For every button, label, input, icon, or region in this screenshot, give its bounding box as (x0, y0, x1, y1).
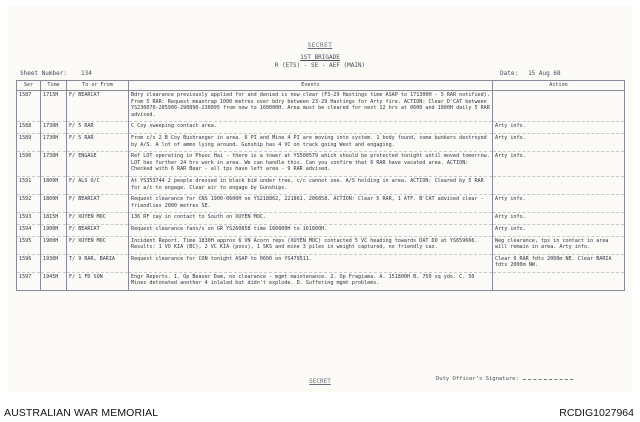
cell-time: 1715H (41, 91, 67, 122)
cell-events: 136 RF cay in contact to South on XUYEN MOC. (129, 213, 493, 225)
classification-footer: SECRET (309, 378, 331, 385)
cell-serial: 1595 (17, 236, 41, 254)
cell-events: Engr Reports. 1. Op Beaver Dam, no clearance - mgmt maintenance. 2. Op Fragiama. A. 151800H B. 750 sq yds. C. 50 Mines detonated another 4 inlaled but didn't explode. D. Suffering mgmt problems. (129, 272, 493, 290)
cell-time: 1730H (41, 133, 67, 151)
cell-to-from: F/ 5 RAR (67, 122, 129, 134)
cell-to-from: F/ XUYEN MOC (67, 213, 129, 225)
signature-field (436, 376, 573, 382)
table-row (17, 91, 625, 122)
cell-action: Clear 9 RAR fdts 2000m NE. Clear BARIA fdts 2000m NW. (493, 254, 625, 272)
cell-action (493, 176, 625, 194)
cell-serial: 1593 (17, 213, 41, 225)
cell-action (493, 91, 625, 122)
cell-to-from: F/ BEARCAT (67, 195, 129, 213)
cell-to-from: F/ 1 FD SQN (67, 272, 129, 290)
header-action: Action (493, 81, 625, 91)
sheet-number-value: 134 (80, 70, 92, 77)
table-row (17, 254, 625, 272)
cell-time: 1900H (41, 224, 67, 236)
cell-time: 1800H (41, 176, 67, 194)
cell-events: C Coy sweeping contact area. (129, 122, 493, 134)
sheet-number-label: Sheet Number: (20, 70, 67, 77)
table-header-row (17, 81, 625, 91)
unit-subtitle: R (ETS) - SE - AEF (MAIN) (274, 62, 366, 69)
cell-to-from: F/ XUYEN MOC (67, 236, 129, 254)
table-row (17, 213, 625, 225)
signature-label: Duty Officer's Signature: (436, 376, 519, 382)
header-to-from: To or From (67, 81, 129, 91)
cell-action: Arty info. (493, 213, 625, 225)
cell-serial: 1589 (17, 133, 41, 151)
table-row (17, 122, 625, 134)
sheet-number (20, 70, 92, 77)
archive-credit: AUSTRALIAN WAR MEMORIAL (4, 407, 159, 419)
cell-time: 1945H (41, 272, 67, 290)
table-row (17, 224, 625, 236)
date-label: Date: (500, 70, 519, 77)
cell-serial: 1592 (17, 195, 41, 213)
table-row (17, 272, 625, 290)
cell-time: 1730H (41, 152, 67, 177)
cell-action: Arty info. (493, 224, 625, 236)
header-time: Time (41, 81, 67, 91)
cell-serial: 1591 (17, 176, 41, 194)
archive-reference: RCDIG1027964 (559, 407, 634, 419)
cell-time: 1800H (41, 195, 67, 213)
cell-action: Arty info. (493, 152, 625, 177)
cell-action: Arty info. (493, 195, 625, 213)
table-row (17, 176, 625, 194)
cell-serial: 1597 (17, 272, 41, 290)
cell-serial: 1590 (17, 152, 41, 177)
cell-time: 1930H (41, 254, 67, 272)
table-row (17, 133, 625, 151)
cell-serial: 1588 (17, 122, 41, 134)
header-serial: Ser (17, 81, 41, 91)
cell-serial: 1587 (17, 91, 41, 122)
cell-time: 1815H (41, 213, 67, 225)
table-row (17, 236, 625, 254)
cell-action (493, 272, 625, 290)
cell-time: 1730H (41, 122, 67, 134)
cell-events: Ref LOT operating in Phuoc Hai - there is a tower at YS500579 which should be protected tonight until moved tomorrow. LOT has further 24 hrs work in area. We can handle this. Can you confirm that 6 RAR have vacated area. ACTION: Checked with 6 RAR Bear - all tps have left area - 9 RAR advised. (129, 152, 493, 177)
cell-to-from: F/ ENGAGE (67, 152, 129, 177)
cell-events: Incident Report. Time 1830H approx 6 VN Acorn reps (XUYEN MOC) contacted 5 VC heading towards DAT DO at YS659666. Results: 1 VO KIA (BC), 2 VC KIA (poss), 1 SKS and mine 3 piles in weight captured, no friendly cas. (129, 236, 493, 254)
table-row (17, 195, 625, 213)
table-row (17, 152, 625, 177)
cell-events: At YS353744 2 people dressed in black bid under tree, c/c cannot see. A/S holding in area. ACTION: Cleared by 5 RAR for a/c to engage. Clear air to engage by Gunships. (129, 176, 493, 194)
cell-events: Request clearance fans/s on GR YS260858 time 160800H to 161800H. (129, 224, 493, 236)
cell-action: Arty info. (493, 133, 625, 151)
cell-serial: 1596 (17, 254, 41, 272)
date-value: 15 Aug 68 (528, 70, 561, 77)
cell-events: Bdry clearance previously applied for and denied is now clear (F3-29 Hastings time ASAP to 171300H - 5 RAR notified). From 5 RAR: Request meantrap 1000 metres over bdry between 23-29 Hastings for Arty fire. ACTION: Clear D'CAT between YS230070-285900-290890-230095 from now to 160000H. Area must be cleared for next 12 hrs at 0600 and 1800H daily 5 RAR advised. (129, 91, 493, 122)
cell-to-from: F/ BEARCAT (67, 91, 129, 122)
cell-to-from: F/ 5 RAR (67, 133, 129, 151)
cell-action: Arty info. (493, 122, 625, 134)
cell-action: Neg clearance, tps in contact in area will remain in area. Arty info. (493, 236, 625, 254)
signature-line (523, 379, 573, 380)
date-field (500, 70, 561, 77)
cell-events: Request clearance for CON tonight ASAP to 0600 on YS479511. (129, 254, 493, 272)
cell-time: 1900H (41, 236, 67, 254)
header-events: Events (129, 81, 493, 91)
cell-to-from: F/ BEARCAT (67, 224, 129, 236)
classification-header: SECRET (307, 42, 333, 49)
cell-serial: 1594 (17, 224, 41, 236)
cell-events: From c/s 2 B Coy Bushranger in area. 6 PI and Mine 4 PI are moving into system. 1 body found, some bunkers destroyed by A/S. A lot of ammo lying around. Gunship has 4 VC on track going West and engaging. (129, 133, 493, 151)
cell-to-from: T/ 9 RAR, BARIA (67, 254, 129, 272)
unit-title: 1ST BRIGADE (300, 54, 340, 61)
cell-to-from: F/ ALS O/C (67, 176, 129, 194)
cell-events: Request clearance for CNS 1900-0600H on YS218862, 221861, 206858. ACTION: Clear 5 RAR, 1 ATF. B'CAT advised clear - friendlies 2000 metres SE. (129, 195, 493, 213)
log-table (16, 80, 625, 291)
